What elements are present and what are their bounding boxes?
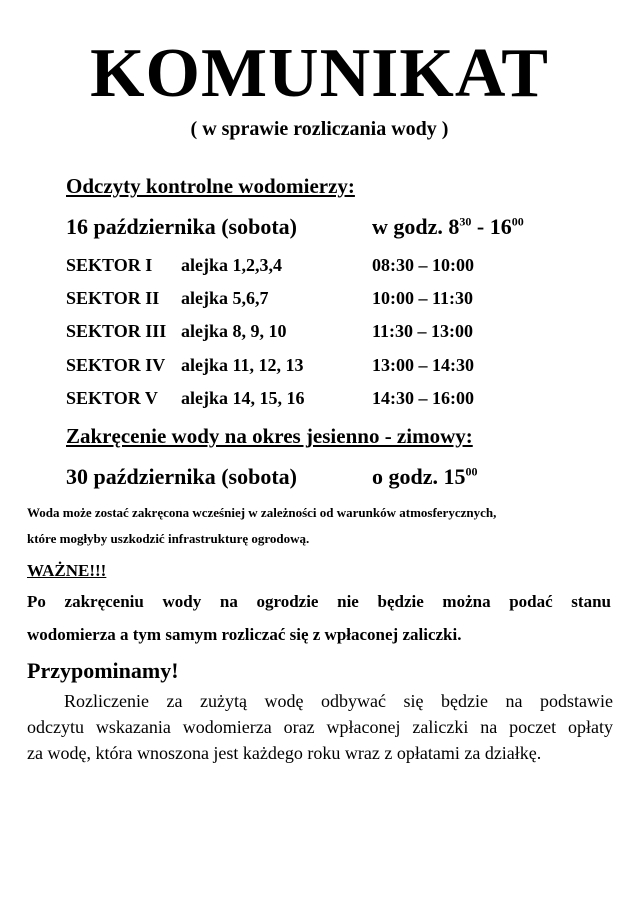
important-line2: wodomierza a tym samym rozliczać się z wpłaconej zaliczki.	[27, 625, 462, 644]
reminder-line2: odczytu wskazania wodomierza oraz wpłaconej zaliczki na poczet opłaty	[27, 717, 613, 737]
important-line1: Po zakręceniu wody na ogrodzie nie będzie można podać stanu	[27, 592, 611, 611]
sector-hours: 11:30 – 13:00	[372, 321, 473, 341]
page-subtitle: ( w sprawie rozliczania wody )	[190, 118, 449, 140]
sector-hours: 13:00 – 14:30	[372, 355, 474, 375]
readings-time: w godz. $8^{30} - 16^{00}$	[372, 214, 524, 239]
sector-alleys: alejka 8, 9, 10	[181, 321, 287, 341]
shutoff-time: o godz. $15^{00}$	[372, 464, 478, 489]
sector-hours: 08:30 – 10:00	[372, 255, 474, 275]
sector-name: SEKTOR IV	[66, 355, 166, 375]
sector-hours: 10:00 – 11:30	[372, 288, 473, 308]
sector-hours: 14:30 – 16:00	[372, 388, 474, 408]
sector-alleys: alejka 14, 15, 16	[181, 388, 305, 408]
readings-date: 16 października (sobota)	[66, 214, 297, 239]
page-title: KOMUNIKAT	[90, 35, 549, 112]
reminder-line1: Rozliczenie za zużytą wodę odbywać się będzie na podstawie	[64, 691, 613, 711]
sector-alleys: alejka 1,2,3,4	[181, 255, 282, 275]
reminder-heading: Przypominamy!	[27, 658, 179, 683]
weather-note-line2: które mogłyby uszkodzić infrastrukturę ogrodową.	[27, 531, 310, 546]
shutoff-date: 30 października (sobota)	[66, 464, 297, 489]
shutoff-heading: Zakręcenie wody na okres jesienno - zimowy:	[66, 424, 473, 448]
sector-name: SEKTOR III	[66, 321, 167, 341]
sector-alleys: alejka 5,6,7	[181, 288, 269, 308]
sector-name: SEKTOR II	[66, 288, 160, 308]
reminder-line3: za wodę, która wnoszona jest każdego roku wraz z opłatami za działkę.	[27, 743, 542, 763]
readings-heading: Odczyty kontrolne wodomierzy:	[66, 174, 355, 198]
weather-note-line1: Woda może zostać zakręcona wcześniej w zależności od warunków atmosferycznych,	[27, 505, 497, 520]
sector-alleys: alejka 11, 12, 13	[181, 355, 304, 375]
sector-name: SEKTOR I	[66, 255, 153, 275]
important-heading: WAŻNE!!!	[27, 561, 107, 580]
sector-name: SEKTOR V	[66, 388, 158, 408]
